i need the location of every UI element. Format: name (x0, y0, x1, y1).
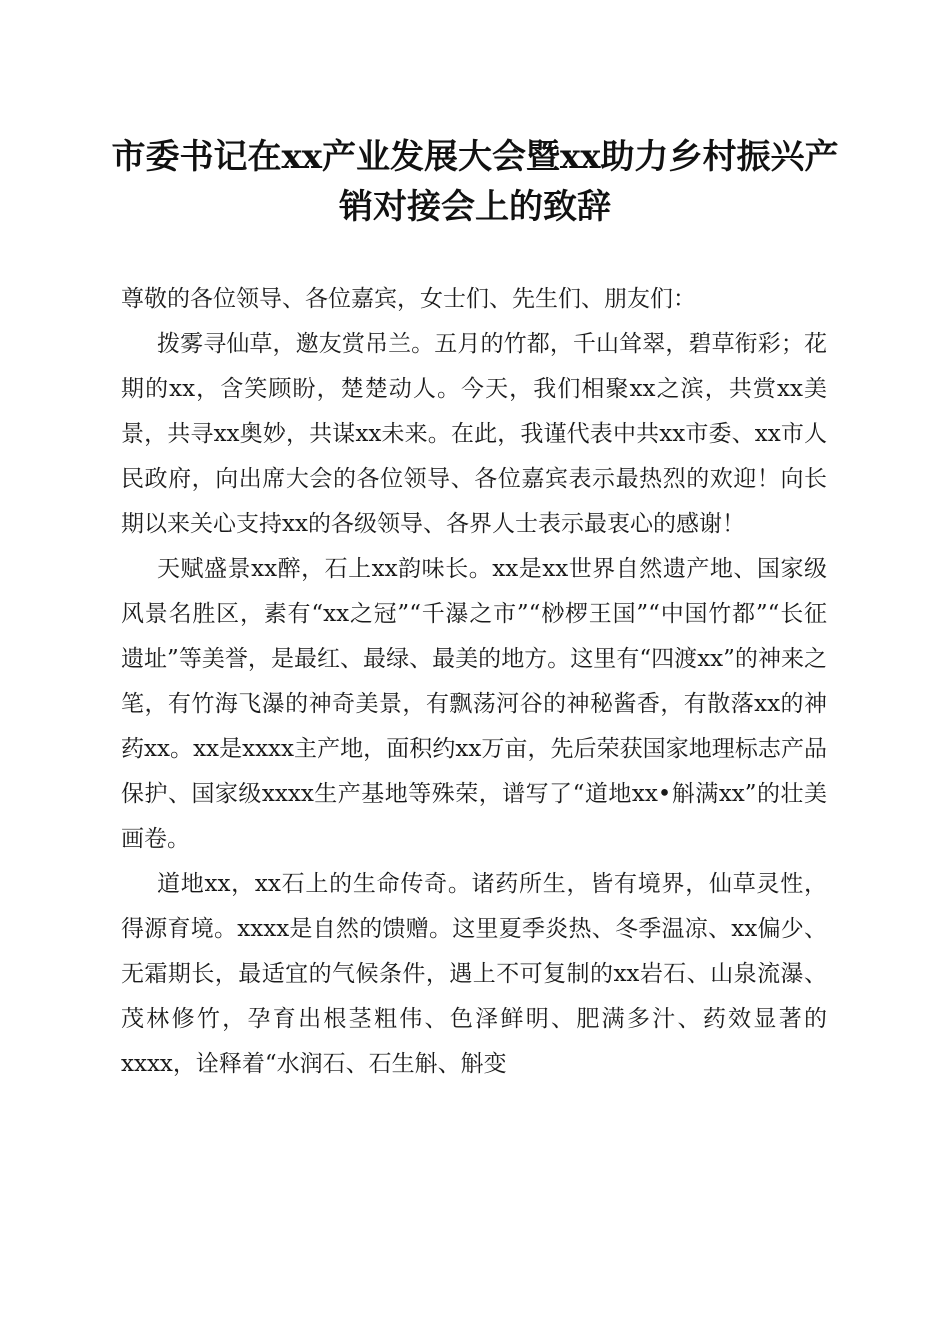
paragraph-2: 天赋盛景xx醉，石上xx韵味长。xx是xx世界自然遗产地、国家级风景名胜区，素有“xx之冠”“千瀑之市”“桫椤王国”“中国竹都”“长征遗址”等美誉，是最红、最绿、最美的地方。这里有“四渡xx”的神来之笔，有竹海飞瀑的神奇美景，有飘荡河谷的神秘酱香，有散落xx的神药xx。xx是xxxx主产地，面积约xx万亩，先后荣获国家地理标志产品保护、国家级xxxx生产基地等殊荣，谱写了“道地xx•斛满xx”的壮美画卷。 (121, 556, 827, 852)
paragraph-1: 拨雾寻仙草，邀友赏吊兰。五月的竹都，千山耸翠，碧草衔彩；花期的xx，含笑顾盼，楚楚动人。今天，我们相聚xx之滨，共赏xx美景，共寻xx奥妙，共谋xx未来。在此，我谨代表中共xx市委、xx市人民政府，向出席大会的各位领导、各位嘉宾表示最热烈的欢迎！向长期以来关心支持xx的各级领导、各界人士表示最衷心的感谢！ (121, 331, 827, 537)
paragraph-3: 道地xx，xx石上的生命传奇。诸药所生，皆有境界，仙草灵性，得源育境。xxxx是自然的馈赠。这里夏季炎热、冬季温凉、xx偏少、无霜期长，最适宜的气候条件，遇上不可复制的xx岩石、山泉流瀑、茂林修竹，孕育出根茎粗伟、色泽鲜明、肥满多汁、药效显著的xxxx，诠释着“水润石、石生斛、斛变 (121, 871, 827, 1077)
document-title: 市委书记在xx产业发展大会暨xx助力乡村振兴产销对接会上的致辞 (111, 137, 839, 227)
salutation: 尊敬的各位领导、各位嘉宾，女士们、先生们、朋友们： (121, 286, 696, 312)
document-body (121, 277, 827, 1087)
